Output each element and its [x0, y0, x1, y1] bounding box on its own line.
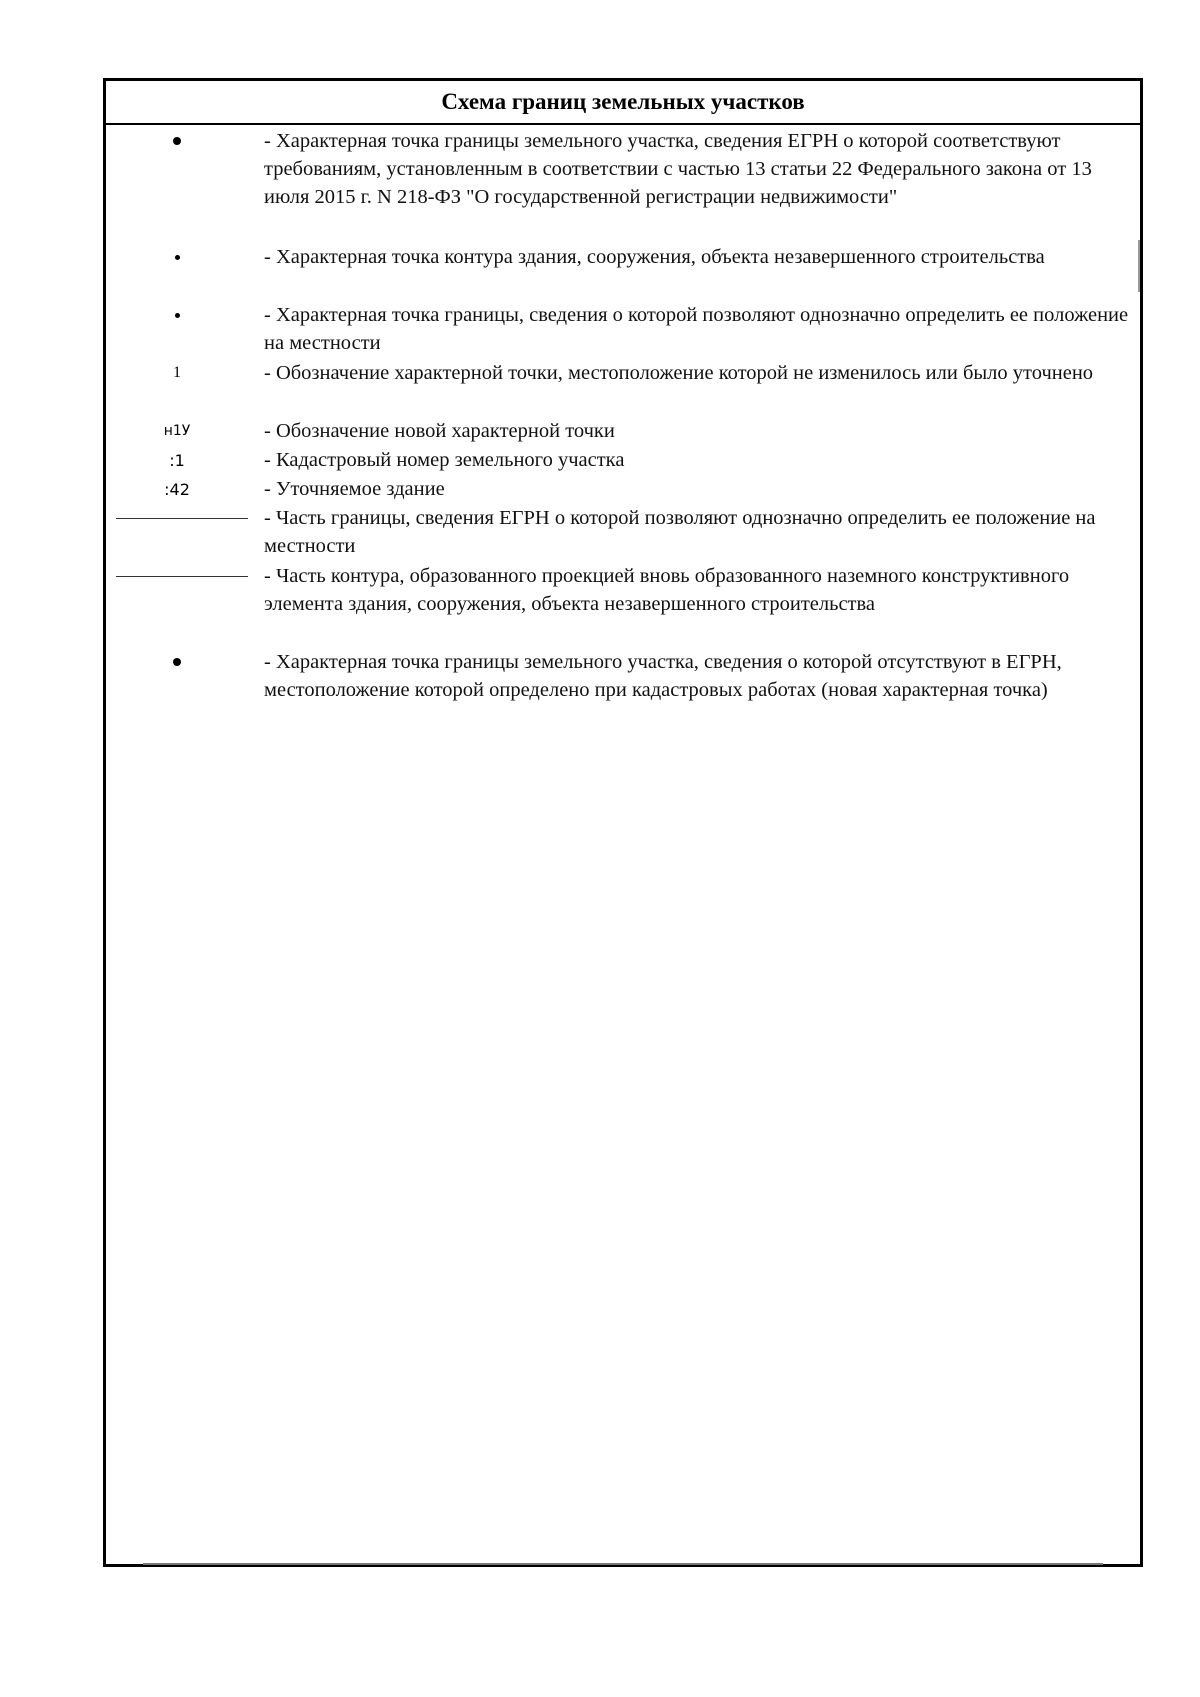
scheme-frame [103, 78, 1143, 1567]
legend-description: - Обозначение характерной точки, местоположение которой не изменилось или было уточнено [264, 362, 1094, 384]
building-number-symbol: :42 [164, 479, 190, 499]
scheme-title: Схема границ земельных участков [106, 81, 1140, 125]
edge-mark [1138, 240, 1140, 292]
legend-description: - Характерная точка контура здания, сооружения, объекта незавершенного строительства [264, 246, 1045, 268]
legend-description: - Характерная точка границы земельного участка, сведения о которой отсутствуют в ЕГРН, местоположение которой определено при кадастровых работах (новая характерная точка) [264, 651, 1062, 701]
bottom-divider [143, 1563, 1103, 1565]
legend-description: - Обозначение новой характерной точки [264, 420, 615, 442]
legend-description: - Часть границы, сведения ЕГРН о которой позволяют однозначно определить ее положение на местности [264, 507, 1096, 557]
legend-description: - Характерная точка границы земельного участка, сведения ЕГРН о которой соответствуют требованиям, установленным в соответствии с частью 13 статьи 22 Федерального закона от 13 июля 2015 г. N 218-ФЗ "О государственной регистрации недвижимости" [264, 130, 1092, 208]
new-point-label-symbol: н1У [163, 423, 191, 439]
large-dot-icon [106, 127, 248, 155]
legend-description: - Уточняемое здание [264, 478, 445, 500]
cadastral-number-symbol: :1 [169, 450, 185, 470]
large-dot-icon [106, 648, 248, 676]
small-dot-icon [106, 301, 248, 329]
legend-description: - Кадастровый номер земельного участка [264, 449, 625, 471]
boundary-line-icon [106, 504, 248, 532]
legend-description: - Часть контура, образованного проекцией вновь образованного наземного конструктивного элемента здания, сооружения, объекта незавершенного строительства [264, 565, 1070, 615]
contour-line-icon [106, 562, 248, 590]
point-label-symbol: 1 [173, 364, 181, 381]
small-dot-icon [106, 243, 248, 271]
legend-description: - Характерная точка границы, сведения о которой позволяют однозначно определить ее положение на местности [264, 304, 1129, 354]
